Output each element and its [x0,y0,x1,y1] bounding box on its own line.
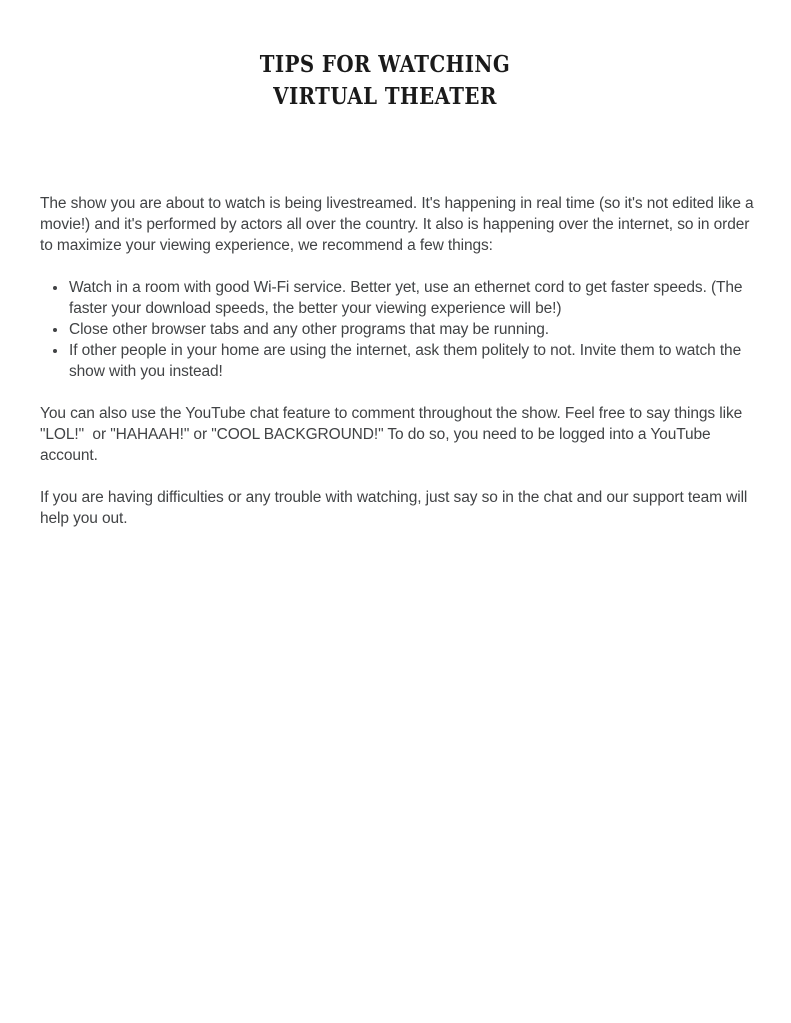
chat-note-paragraph: You can also use the YouTube chat feature to comment throughout the show. Feel free to say things like "LOL!" or "HAHAAH!" or "COOL BACKGROUND!" To do so, you need to be logged into a YouTube account. [40,405,747,464]
page-title-line-2: VIRTUAL THEATER [273,83,497,110]
tip-item-wifi: • Watch in a room with good Wi-Fi service. Better yet, use an ethernet cord to get faster speeds. (The faster your download speeds, the better your viewing experience will be!) [68,277,762,319]
support-note-paragraph: If you are having difficulties or any trouble with watching, just say so in the chat and our support team will help you out. [40,489,752,527]
page-title [88,49,681,113]
intro-paragraph: The show you are about to watch is being livestreamed. It's happening in real time (so it's not edited like a movie!) and it's performed by actors all over the country. It also is happening over the internet, so in order to maximize your viewing experience, we recommend a few things: [40,195,758,254]
tips-list [40,277,762,382]
tip-item-other-people: • If other people in your home are using the internet, ask them politely to not. Invite them to watch the show with you instead! [68,340,762,382]
page-title-line-1: TIPS FOR WATCHING [259,51,511,78]
tip-item-close-tabs: • Close other browser tabs and any other programs that may be running. [68,319,762,340]
document-body [40,193,762,529]
